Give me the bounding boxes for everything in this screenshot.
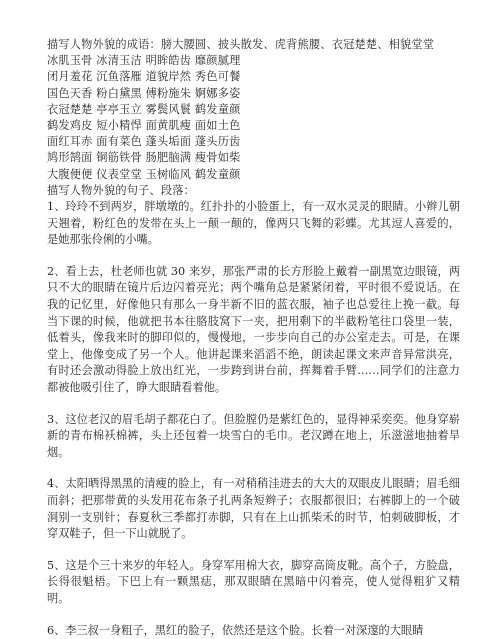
idiom-row: 闭月羞花 沉鱼落雁 道貌岸然 秀色可餐 bbox=[47, 69, 460, 85]
idiom-row: 鸠形鹄面 铜筋铁骨 肠肥脑满 瘦骨如柴 bbox=[47, 150, 460, 166]
idiom-row: 冰肌玉骨 冰清玉洁 明眸皓齿 靡颜腻理 bbox=[47, 53, 460, 69]
paragraph-5: 5、这是个三十来岁的年轻人。身穿军用棉大衣，脚穿高筒皮靴。高个子，方脸盘，长得很魁梧。下巴上有一颗黑痣，那双眼睛在黑暗中闪着亮，使人觉得粗犷又精明。 bbox=[47, 558, 460, 608]
idiom-row: 国色天香 粉白黛黑 傅粉施朱 婀娜多姿 bbox=[47, 86, 460, 102]
idiom-row: 衣冠楚楚 亭亭玉立 雾鬓风鬟 鹤发童颜 bbox=[47, 102, 460, 118]
paragraph-4: 4、太阳晒得黑黑的清瘦的脸上，有一对稍稍洼进去的大大的双眼皮儿眼睛；眉毛细而斜；把那带黄的头发用花布条子扎两条短辫子；衣服都很旧；右裤脚上的一个破洞别一支别针；春夏秋三季都打赤脚，只有在上山抓柴禾的时节，怕刺破脚板，才穿双鞋子，但一下山就脱了。 bbox=[47, 476, 460, 542]
idiom-row: 大腹便便 仪表堂堂 玉树临风 鹤发童颜 bbox=[47, 167, 460, 183]
idiom-row: 面红耳赤 面有菜色 蓬头垢面 蓬头历齿 bbox=[47, 134, 460, 150]
paragraph-2: 2、看上去，杜老师也就 30 来岁，那张严肃的长方形脸上戴着一副黑宽边眼镜，两只不大的眼睛在镜片后边闪着亮光；两个嘴角总是紧紧闭着，平时很不爱说话。在我的记忆里，好像他只有那么一身半新不旧的蓝衣服，袖子也总爱往上挽一截。每当下课的时候，他就把书本往胳肢窝下一夹，把用剩下的半截粉笔往口袋里一装，低着头，像我来时的脚印似的，慢慢地，一步步向自己的办公室走去。可是，在课堂上，他像变成了另一个人。他讲起课来滔滔不绝，朗读起课文来声音异常洪亮，有时还会激动得脸上放出红光，一步跨到讲台前，挥舞着手臂……同学们的注意力都被他吸引住了，睁大眼睛看着他。 bbox=[47, 264, 460, 397]
paragraph-list bbox=[47, 199, 460, 639]
idiom-row: 鹤发鸡皮 短小精悍 面黄肌瘦 面如土色 bbox=[47, 118, 460, 134]
paragraph-1: 1、玲玲不到两岁，胖墩墩的。红扑扑的小脸蛋上，有一双水灵灵的眼睛。小辫儿朝天翘着，粉红色的发带在头上一颠一颠的，像两只飞舞的彩蝶。尤其逗人喜爱的，是她那张伶俐的小嘴。 bbox=[47, 199, 460, 249]
idiom-heading: 描写人物外貌的成语：膀大腰圆、披头散发、虎背熊腰、衣冠楚楚、相貌堂堂 bbox=[47, 37, 460, 53]
idiom-section bbox=[47, 37, 460, 199]
sentences-heading: 描写人物外貌的句子、段落： bbox=[47, 183, 460, 199]
paragraph-6: 6、李三叔一身粗子，黑红的脸子，依然还是这个脸。长着一对深邃的大眼睛 bbox=[47, 623, 460, 639]
paragraph-3: 3、这位老汉的眉毛胡子都花白了。但脸膛仍是紫红色的，显得神采奕奕。他身穿崭新的青布棉袄棉裤，头上还包着一块雪白的毛巾。老汉蹲在地上，乐滋滋地抽着旱烟。 bbox=[47, 412, 460, 462]
